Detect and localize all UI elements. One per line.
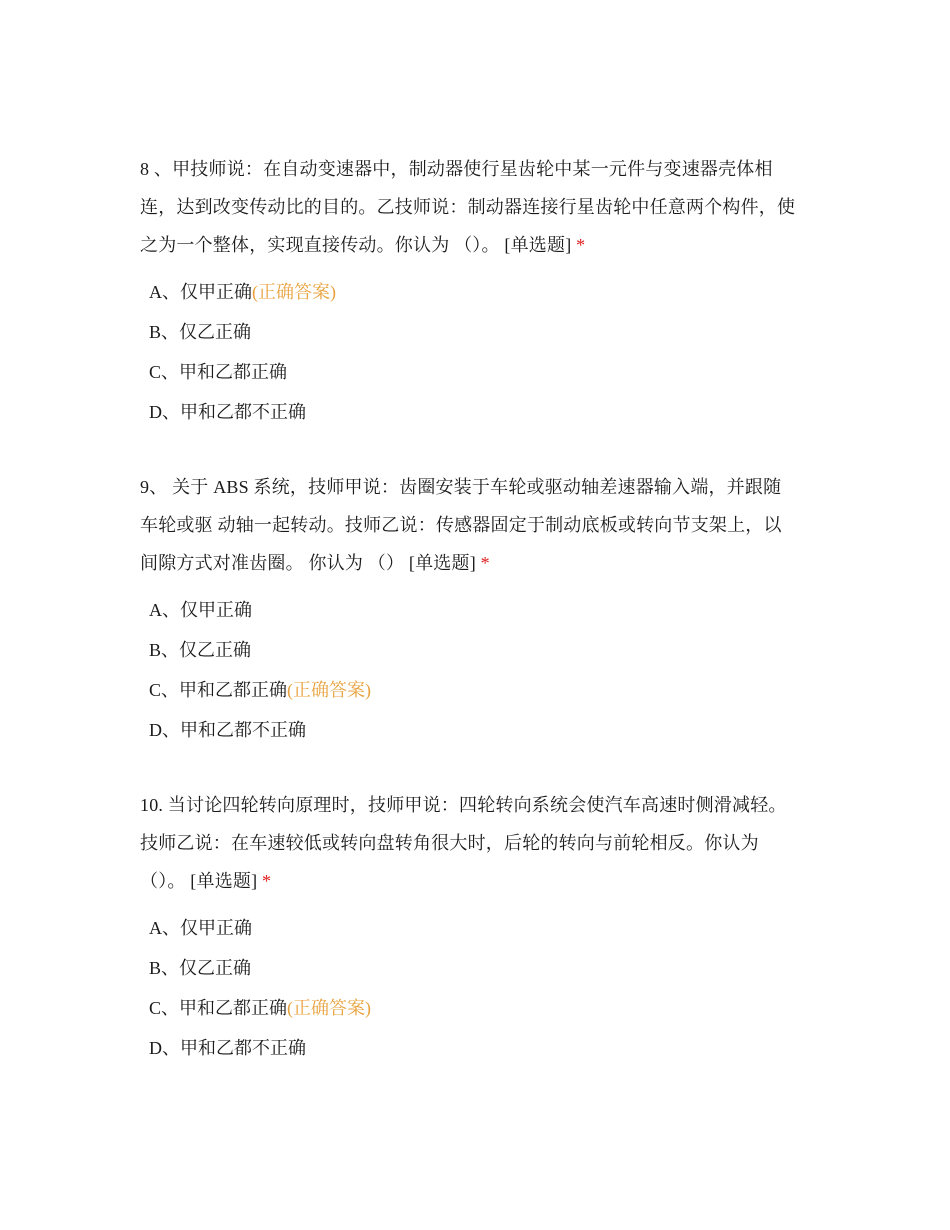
question-8 [140, 150, 820, 432]
option-label: C、甲和乙都正确 [149, 998, 288, 1018]
option-label: B、仅乙正确 [149, 640, 252, 660]
option-label: D、甲和乙都不正确 [149, 720, 306, 740]
option-a[interactable] [140, 272, 820, 312]
option-b[interactable] [140, 630, 820, 670]
correct-answer-mark: (正确答案) [252, 282, 336, 302]
question-line: 10. 当讨论四轮转向原理时，技师甲说：四轮转向系统会使汽车高速时侧滑减轻。 [140, 795, 787, 815]
correct-answer-mark: (正确答案) [287, 998, 372, 1018]
correct-answer-mark: (正确答案) [287, 680, 372, 700]
required-mark: * [576, 235, 586, 255]
option-c[interactable] [140, 988, 820, 1028]
option-label: C、甲和乙都正确 [149, 680, 288, 700]
option-label: B、仅乙正确 [149, 958, 252, 978]
option-c[interactable] [140, 670, 820, 710]
question-line [140, 862, 820, 900]
option-label: B、仅乙正确 [149, 322, 252, 342]
question-line: 技师乙说：在车速较低或转向盘转角很大时，后轮的转向与前轮相反。你认为 [140, 833, 759, 853]
option-label: A、仅甲正确 [149, 918, 252, 938]
question-line: 连，达到改变传动比的目的。乙技师说：制动器连接行星齿轮中任意两个构件，使 [140, 197, 796, 217]
question-line-text: 之为一个整体，实现直接传动。你认为 （）。 [单选题] [140, 235, 577, 255]
question-line-text: （）。 [单选题] [140, 871, 262, 891]
option-d[interactable] [140, 1028, 820, 1068]
question-text [140, 150, 820, 264]
question-9 [140, 468, 820, 750]
option-list [140, 272, 820, 432]
question-line [140, 544, 820, 582]
question-text [140, 786, 820, 900]
option-a[interactable] [140, 908, 820, 948]
option-a[interactable] [140, 590, 820, 630]
question-line [140, 226, 820, 264]
option-label: A、仅甲正确 [149, 282, 252, 302]
option-label: A、仅甲正确 [149, 600, 252, 620]
question-text [140, 468, 820, 582]
option-b[interactable] [140, 312, 820, 352]
question-line: 8 、甲技师说：在自动变速器中，制动器使行星齿轮中某一元件与变速器壳体相 [140, 159, 773, 179]
question-line: 9、 关于 ABS 系统，技师甲说：齿圈安装于车轮或驱动轴差速器输入端，并跟随 [140, 477, 782, 497]
required-mark: * [480, 553, 490, 573]
option-label: C、甲和乙都正确 [149, 362, 288, 382]
question-line-text: 间隙方式对准齿圈。 你认为 （） [单选题] [140, 553, 481, 573]
option-d[interactable] [140, 710, 820, 750]
option-c[interactable] [140, 352, 820, 392]
question-line: 车轮或驱 动轴一起转动。技师乙说：传感器固定于制动底板或转向节支架上，以 [140, 515, 782, 535]
option-b[interactable] [140, 948, 820, 988]
option-list [140, 908, 820, 1068]
option-label: D、甲和乙都不正确 [149, 402, 306, 422]
required-mark: * [262, 871, 272, 891]
option-list [140, 590, 820, 750]
question-10 [140, 786, 820, 1068]
question-document [140, 150, 820, 1104]
option-label: D、甲和乙都不正确 [149, 1038, 306, 1058]
option-d[interactable] [140, 392, 820, 432]
